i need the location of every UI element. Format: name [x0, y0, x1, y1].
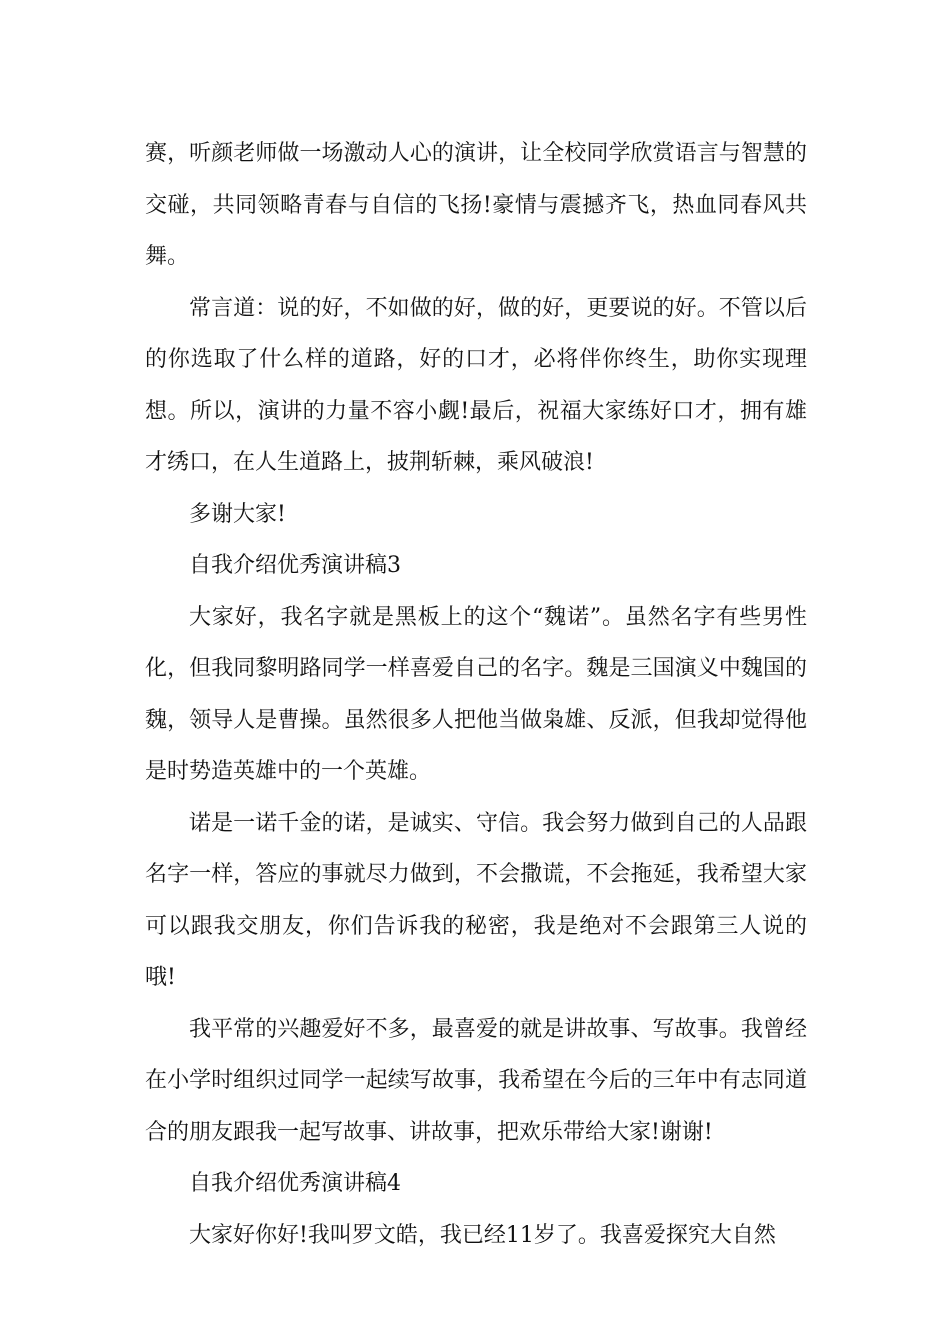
paragraph-hobbies: 我平常的兴趣爱好不多，最喜爱的就是讲故事、写故事。我曾经在小学时组织过同学一起续写故事，我希望在今后的三年中有志同道合的朋友跟我一起写故事、讲故事，把欢乐带给大家!谢谢!	[145, 1016, 807, 1145]
paragraph-name-intro: 大家好，我名字就是黑板上的这个“魏诺”。虽然名字有些男性化，但我同黎明路同学一样喜爱自己的名字。魏是三国演义中魏国的魏，领导人是曹操。虽然很多人把他当做枭雄、反派，但我却觉得他是时势造英雄中的一个英雄。	[145, 604, 807, 784]
paragraph-continuation: 赛，听颜老师做一场激动人心的演讲，让全校同学欣赏语言与智慧的交碰，共同领略青春与自信的飞扬!豪情与震撼齐飞，热血同春风共舞。	[145, 141, 807, 269]
section-heading-3: 自我介绍优秀演讲稿3	[189, 553, 401, 578]
paragraph-intro-4: 大家好你好!我叫罗文皓，我已经11岁了。我喜爱探究大自然	[189, 1222, 776, 1248]
paragraph-thanks: 多谢大家!	[189, 501, 286, 527]
paragraph-name-meaning: 诺是一诺千金的诺，是诚实、守信。我会努力做到自己的人品跟名字一样，答应的事就尽力做到，不会撒谎，不会拖延，我希望大家可以跟我交朋友，你们告诉我的秘密，我是绝对不会跟第三人说的哦!	[145, 810, 807, 990]
document-body	[145, 128, 807, 1261]
paragraph-closing-remarks: 常言道：说的好，不如做的好，做的好，更要说的好。不管以后的你选取了什么样的道路，好的口才，必将伴你终生，助你实现理想。所以，演讲的力量不容小觑!最后，祝福大家练好口才，拥有雄才绣口，在人生道路上，披荆斩棘，乘风破浪!	[145, 295, 807, 475]
section-heading-4: 自我介绍优秀演讲稿4	[189, 1171, 401, 1196]
